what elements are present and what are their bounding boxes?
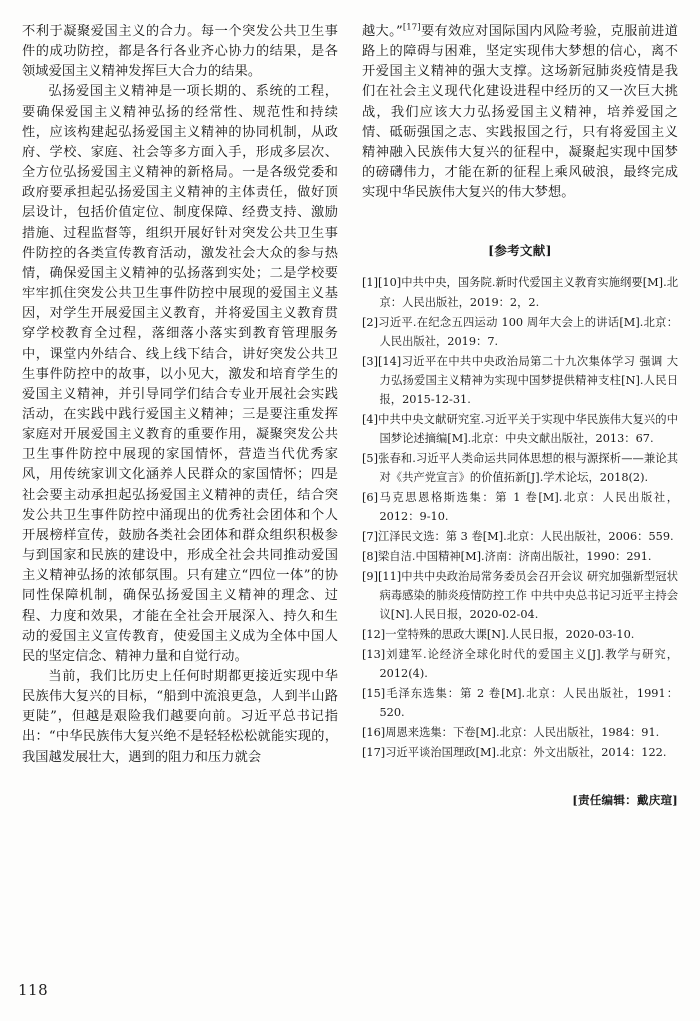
paragraph-continuation: 不利于凝聚爱国主义的合力。每一个突发公共卫生事件的成功防控，都是各行各业齐心协力的结果，是各领域爱国主义精神发挥巨大合力的结果。 — [22, 24, 338, 80]
references-list — [362, 273, 678, 762]
right-column — [362, 22, 678, 942]
reference-item: [9][11]中共中央政治局常务委员会召开会议 研究加强新型冠状病毒感染的肺炎疫情防控工作 中共中央总书记习近平主持会议[N].人民日报，2020-02-04. — [362, 569, 678, 622]
reference-item: [5]张春和.习近平人类命运共同体思想的根与源探析——兼论其对《共产党宣言》的价值拓新[J].学术论坛，2018(2). — [362, 452, 678, 485]
reference-item: [6]马克思恩格斯选集：第 1 卷[M].北京：人民出版社，2012：9-10. — [362, 491, 678, 524]
reference-item: [7]江泽民文选：第 3 卷[M].北京：人民出版社，2006：559. — [362, 530, 674, 544]
left-column — [22, 22, 338, 942]
paragraph-promotion-mechanism: 弘扬爱国主义精神是一项长期的、系统的工程，要确保爱国主义精神弘扬的经常性、规范性和持续性，应该构建起弘扬爱国主义精神的协同机制，从政府、学校、家庭、社会等多方面入手，形成多层次、全方位弘扬爱国主义精神的新格局。一是各级党委和政府要承担起弘扬爱国主义精神的主体责任，做好顶层设计，包括价值定位、制度保障、经费支持、激励措施、过程监督等，组织开展好针对突发公共卫生事件防控的各类宣传教育活动，激发社会大众的参与热情，确保爱国主义精神的弘扬落到实处；二是学校要牢牢抓住突发公共卫生事件防控中展现的爱国主义基因，对学生开展爱国主义教育，并将爱国主义教育贯穿学校教育全过程，落细落小落实到教育管理服务中，课堂内外结合、线上线下结合，讲好突发公共卫生事件防控中的故事，以小见大，激发和培育学生的爱国主义精神，并引导同学们结合专业开展社会实践活动，在实践中践行爱国主义精神；三是要注重发挥家庭对开展爱国主义教育的重要作用，凝聚突发公共卫生事件防控中展现的家国情怀，营造当代优秀家风，用传统家训文化涵养人民群众的家国情怀；四是社会要主动承担起弘扬爱国主义精神的责任，结合突发公共卫生事件防控中涌现出的优秀社会团体和个人开展榜样宣传，鼓励各类社会团体和群众组织积极参与到国家和民族的建设中，形成全社会共同推动爱国主义精神弘扬的浓郁氛围。只有建立“四位一体”的协同性保障机制，确保弘扬爱国主义精神的理念、过程、力度和效果，才能在全社会开展深入、持久和生动的爱国主义宣传教育，使爱国主义成为全体中国人民的坚定信念、精神力量和自觉行动。 — [22, 84, 338, 664]
reference-item: [13]刘建军.论经济全球化时代的爱国主义[J].教学与研究，2012(4). — [362, 648, 678, 681]
references-heading: [参考文献] — [488, 243, 552, 259]
conclusion-text-lead: 越大。” — [362, 24, 403, 39]
two-column-layout — [22, 22, 678, 942]
reference-item: [1][10]中共中央，国务院.新时代爱国主义教育实施纲要[M].北京：人民出版社，2019：2，2. — [362, 276, 678, 309]
reference-item: [4]中共中央文献研究室.习近平关于实现中华民族伟大复兴的中国梦论述摘编[M].北京：中央文献出版社，2013：67. — [362, 412, 678, 446]
reference-item: [3][14]习近平在中共中央政治局第二十九次集体学习 强调 大力弘扬爱国主义精神为实现中国梦提供精神支柱[N].人民日报，2015-12-31. — [362, 354, 678, 407]
paragraph-current-situation: 当前，我们比历史上任何时期都更接近实现中华民族伟大复兴的目标，“船到中流浪更急，人到半山路更陡”，但越是艰险我们越要向前。习近平总书记指出：“中华民族伟大复兴绝不是轻轻松松就能实现的，我国越发展壮大，遇到的阻力和压力就会 — [22, 669, 338, 765]
reference-item: [15]毛泽东选集：第 2 卷[M].北京：人民出版社，1991：520. — [362, 687, 678, 720]
conclusion-text-rest: 要有效应对国际国内风险考验，克服前进道路上的障碍与困难，坚定实现伟大梦想的信心，离不开爱国主义精神的强大支撑。这场新冠肺炎疫情是我们在社会主义现代化建设进程中经历的又一次巨大挑战，我们应该大力弘扬爱国主义精神，培养爱国之情、砥砺强国之志、实践报国之行，只有将爱国主义精神融入民族伟大复兴的征程中，凝聚起实现中国梦的磅礴伟力，才能在新的征程上乘风破浪，最终完成实现中华民族伟大复兴的伟大梦想。 — [362, 24, 678, 201]
reference-item: [2]习近平.在纪念五四运动 100 周年大会上的讲话[M].北京：人民出版社，2019：7. — [362, 315, 678, 348]
page-number: 118 — [18, 981, 49, 999]
references-heading-wrapper — [362, 241, 678, 259]
reference-item: [16]周恩来选集：下卷[M].北京：人民出版社，1984：91. — [362, 726, 660, 740]
citation-superscript-17: [17] — [402, 22, 421, 33]
reference-item: [12]一堂特殊的思政大课[N].人民日报，2020-03-10. — [362, 628, 635, 642]
reference-item: [17]习近平谈治国理政[M].北京：外文出版社，2014：122. — [362, 746, 667, 760]
editor-credit: [责任编辑：戴庆瑄] — [572, 793, 678, 808]
paragraph-conclusion — [362, 22, 678, 203]
reference-item: [8]梁自洁.中国精神[M].济南：济南出版社，1990：291. — [362, 550, 652, 564]
